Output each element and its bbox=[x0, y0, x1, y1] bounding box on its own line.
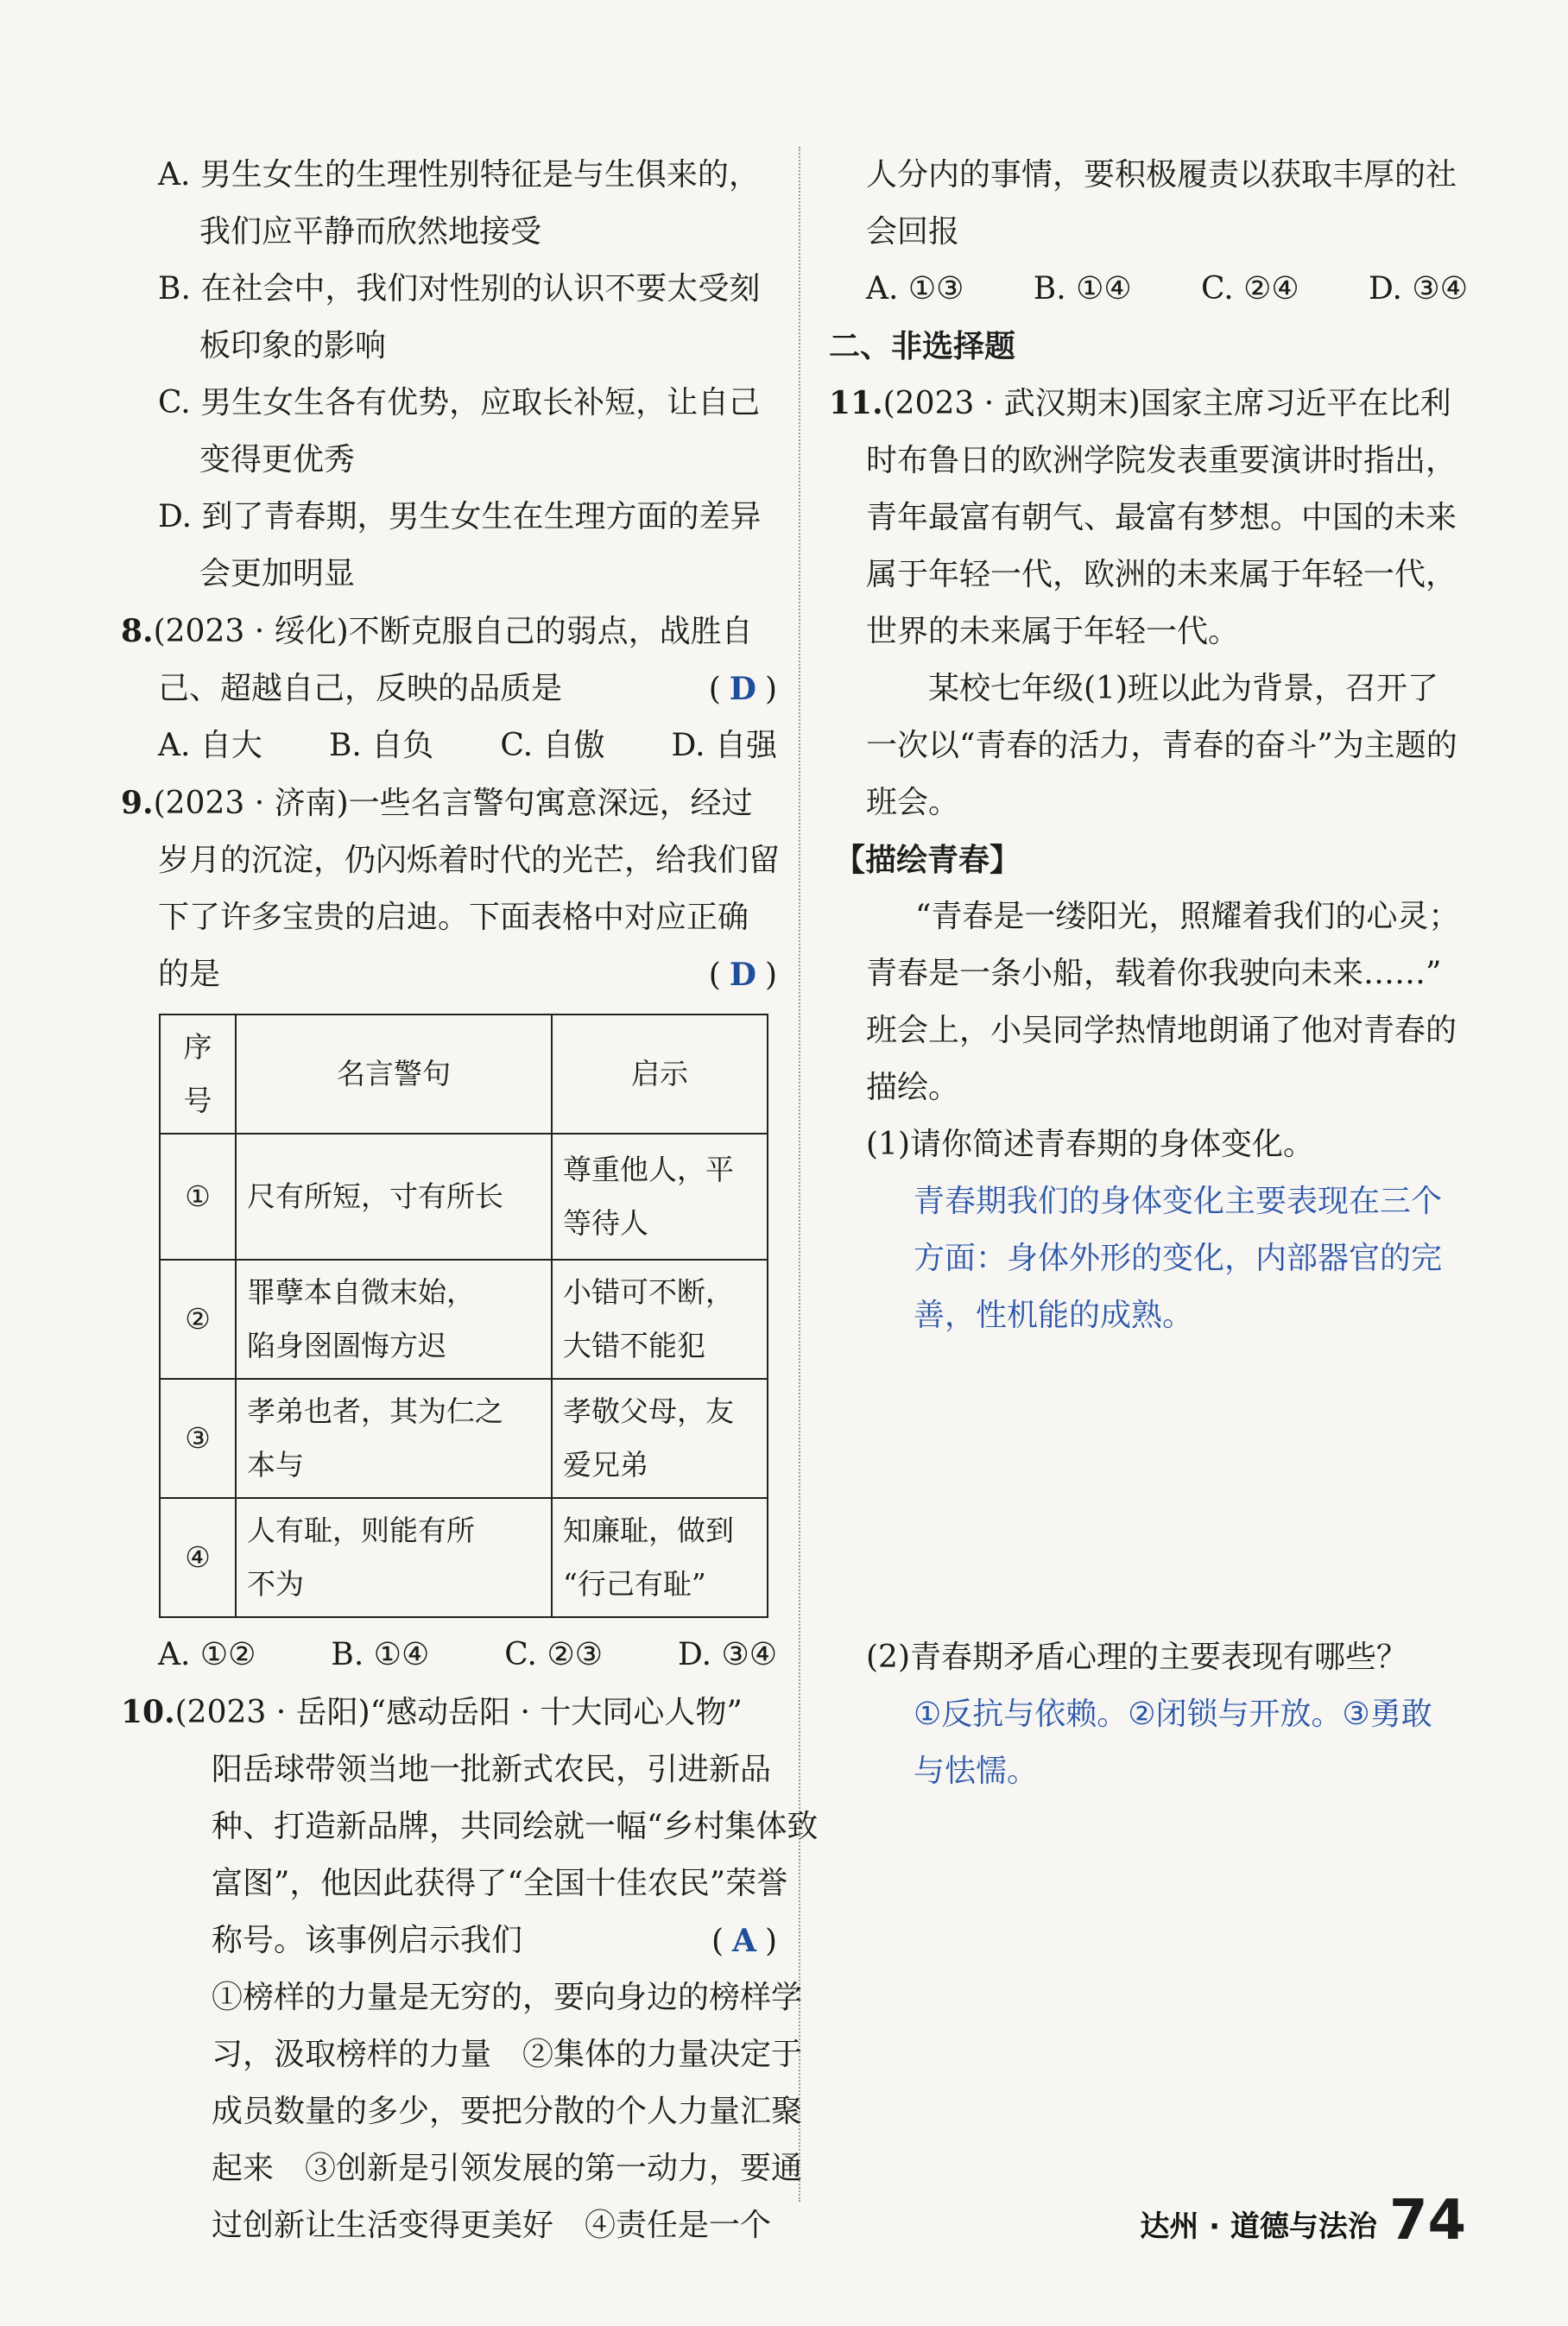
q10-option-c: C. ②④ bbox=[1200, 271, 1299, 307]
q7-options bbox=[121, 147, 777, 603]
q11-poem-line1: “青春是一缕阳光，照耀着我们的心灵； bbox=[915, 899, 1460, 934]
table-row bbox=[160, 1134, 768, 1260]
q10-option-a: A. ①③ bbox=[866, 271, 964, 307]
page-footer bbox=[1140, 2189, 1466, 2253]
answer-space bbox=[829, 1344, 1468, 1629]
right-column bbox=[829, 147, 1468, 1800]
table-row bbox=[160, 1379, 768, 1498]
q9-option-a: A. ①② bbox=[158, 1637, 256, 1672]
q8-option-b: B. 自负 bbox=[328, 728, 434, 763]
question-11 bbox=[829, 375, 1468, 1800]
q11-para2-line2: 一次以“青春的活力，青春的奋斗”为主题的 bbox=[866, 728, 1457, 763]
q10-statement-line4: 起来 ③创新是引领发展的第一动力，要通 bbox=[212, 2151, 803, 2186]
table-cell-lesson: 知廉耻，做到 “行己有耻” bbox=[552, 1498, 768, 1617]
q11-subheading: 【描绘青春】 bbox=[834, 842, 1021, 878]
q7-option-b-line2: 板印象的影响 bbox=[199, 328, 387, 363]
table-header-saying: 名言警句 bbox=[236, 1014, 552, 1134]
q10-statement-line5: 过创新让生活变得更美好 ④责任是一个 bbox=[212, 2208, 772, 2243]
q11-sub2-answer-line1: ①反抗与依赖。②闭锁与开放。③勇敢 bbox=[914, 1697, 1432, 1732]
q7-option-c-line1: C. 男生女生各有优势，应取长补短，让自己 bbox=[158, 385, 761, 420]
q10-answer-paren: ( A ) bbox=[711, 1923, 777, 1959]
q8-options bbox=[121, 717, 777, 774]
q11-poem-line4: 描绘。 bbox=[866, 1070, 960, 1105]
q11-para2-line3: 班会。 bbox=[866, 785, 960, 820]
q10-answer: A bbox=[732, 1923, 756, 1959]
question-10 bbox=[121, 1684, 819, 2254]
table-cell-lesson: 小错可不断， 大错不能犯 bbox=[552, 1260, 768, 1379]
q7-option-b-line1: B. 在社会中，我们对性别的认识不要太受刻 bbox=[158, 271, 761, 307]
q10-stem-line3: 种、打造新品牌，共同绘就一幅“乡村集体致 bbox=[212, 1809, 819, 1844]
q7-option-c-line2: 变得更优秀 bbox=[199, 442, 356, 477]
q8-option-d: D. 自强 bbox=[671, 728, 777, 763]
q10-continued-line2: 会回报 bbox=[866, 214, 960, 250]
q11-poem-line2: 青春是一条小船，载着你我驶向未来……” bbox=[866, 956, 1442, 991]
question-9 bbox=[121, 774, 781, 1684]
q10-statement-line3: 成员数量的多少，要把分散的个人力量汇聚 bbox=[212, 2094, 803, 2129]
q7-option-a-line2: 我们应平静而欣然地接受 bbox=[199, 214, 542, 250]
q7-option-d-line2: 会更加明显 bbox=[199, 556, 356, 591]
q9-option-d: D. ③④ bbox=[677, 1637, 777, 1672]
page-number: 74 bbox=[1388, 2189, 1466, 2253]
table-cell-saying: 人有耻，则能有所 不为 bbox=[236, 1498, 552, 1617]
footer-book-title: 达州 · 道德与法治 bbox=[1140, 2209, 1377, 2244]
table-header-number: 序号 bbox=[160, 1014, 236, 1134]
q11-sub1-question: (1)请你简述青春期的身体变化。 bbox=[866, 1127, 1314, 1162]
table-cell-saying: 罪孽本自微末始， 陷身囹圄悔方迟 bbox=[236, 1260, 552, 1379]
q8-option-a: A. 自大 bbox=[158, 728, 262, 763]
q9-options bbox=[121, 1627, 777, 1684]
q11-stem-line1: (2023 · 武汉期末)国家主席习近平在比利 bbox=[882, 386, 1451, 421]
q9-stem-line4: 的是 bbox=[158, 957, 221, 992]
q10-statement-line1: ①榜样的力量是无穷的，要向身边的榜样学 bbox=[212, 1980, 803, 2015]
table-header-row bbox=[160, 1014, 768, 1134]
q9-stem-line3: 下了许多宝贵的启迪。下面表格中对应正确 bbox=[158, 900, 749, 935]
q11-number: 11. bbox=[829, 385, 883, 421]
q11-para2-line1: 某校七年级(1)班以此为背景，召开了 bbox=[928, 671, 1438, 706]
table-cell-lesson: 尊重他人，平 等待人 bbox=[552, 1134, 768, 1260]
q9-stem-line2: 岁月的沉淀，仍闪烁着时代的光芒，给我们留 bbox=[158, 843, 781, 878]
q10-option-b: B. ①④ bbox=[1033, 271, 1132, 307]
table-row bbox=[160, 1260, 768, 1379]
q10-options bbox=[829, 261, 1468, 318]
q11-sub1-answer-line2: 方面：身体外形的变化，内部器官的完 bbox=[914, 1241, 1443, 1276]
q9-answer-paren: ( D ) bbox=[708, 957, 777, 993]
q7-option-a-line1: A. 男生女生的生理性别特征是与生俱来的， bbox=[158, 157, 760, 193]
table-cell-saying: 尺有所短，寸有所长 bbox=[236, 1134, 552, 1260]
table-cell-lesson: 孝敬父母，友 爱兄弟 bbox=[552, 1379, 768, 1498]
q10-stem-line1: (2023 · 岳阳)“感动岳阳 · 十大同心人物” bbox=[174, 1695, 743, 1730]
q11-sub1-answer-line3: 善，性机能的成熟。 bbox=[914, 1298, 1194, 1333]
table-cell-saying: 孝弟也者，其为仁之 本与 bbox=[236, 1379, 552, 1498]
q11-stem-line5: 世界的未来属于年轻一代。 bbox=[866, 614, 1240, 649]
q9-number: 9. bbox=[121, 785, 154, 821]
q10-continued-line1: 人分内的事情，要积极履责以获取丰厚的社 bbox=[866, 157, 1457, 193]
q7-option-d-line1: D. 到了青春期，男生女生在生理方面的差异 bbox=[158, 499, 762, 534]
q11-sub2-question: (2)青春期矛盾心理的主要表现有哪些？ bbox=[866, 1640, 1407, 1675]
table-cell-number: ④ bbox=[160, 1498, 236, 1617]
q8-number: 8. bbox=[121, 613, 154, 649]
q8-stem-line1: (2023 · 绥化)不断克服自己的弱点，战胜自 bbox=[153, 614, 753, 649]
q9-option-b: B. ①④ bbox=[331, 1637, 430, 1672]
q8-option-c: C. 自傲 bbox=[500, 728, 605, 763]
table-header-lesson: 启示 bbox=[552, 1014, 768, 1134]
q9-option-c: C. ②③ bbox=[504, 1637, 603, 1672]
q10-option-d: D. ③④ bbox=[1368, 271, 1468, 307]
table-cell-number: ② bbox=[160, 1260, 236, 1379]
q9-answer: D bbox=[729, 957, 756, 993]
q10-stem-line2: 阳岳球带领当地一批新式农民，引进新品 bbox=[212, 1752, 772, 1787]
q8-stem-line2: 己、超越自己，反映的品质是 bbox=[158, 671, 563, 706]
table-row bbox=[160, 1498, 768, 1617]
q10-statement-line2: 习，汲取榜样的力量 ②集体的力量决定于 bbox=[212, 2037, 803, 2072]
proverb-table bbox=[159, 1014, 768, 1618]
table-cell-number: ③ bbox=[160, 1379, 236, 1498]
q10-stem-line4: 富图”，他因此获得了“全国十佳农民”荣誉 bbox=[212, 1866, 788, 1901]
q11-sub1-answer-line1: 青春期我们的身体变化主要表现在三个 bbox=[914, 1184, 1443, 1219]
q8-answer-paren: ( D ) bbox=[708, 671, 777, 707]
left-column bbox=[121, 147, 819, 2254]
q11-stem-line3: 青年最富有朝气、最富有梦想。中国的未来 bbox=[866, 500, 1457, 535]
q11-stem-line4: 属于年轻一代，欧洲的未来属于年轻一代， bbox=[866, 557, 1457, 592]
q10-number: 10. bbox=[121, 1694, 175, 1730]
q8-answer: D bbox=[729, 671, 756, 707]
column-divider bbox=[799, 147, 800, 2202]
q9-stem-line1: (2023 · 济南)一些名言警句寓意深远，经过 bbox=[153, 786, 753, 821]
table-cell-number: ① bbox=[160, 1134, 236, 1260]
section-heading: 二、非选择题 bbox=[829, 328, 1016, 364]
q10-stem-line5: 称号。该事例启示我们 bbox=[212, 1923, 523, 1958]
q11-poem-line3: 班会上，小吴同学热情地朗诵了他对青春的 bbox=[866, 1013, 1457, 1048]
q11-stem-line2: 时布鲁日的欧洲学院发表重要演讲时指出， bbox=[866, 443, 1457, 478]
q11-sub2-answer-line2: 与怯懦。 bbox=[914, 1754, 1039, 1789]
question-8 bbox=[121, 603, 777, 774]
